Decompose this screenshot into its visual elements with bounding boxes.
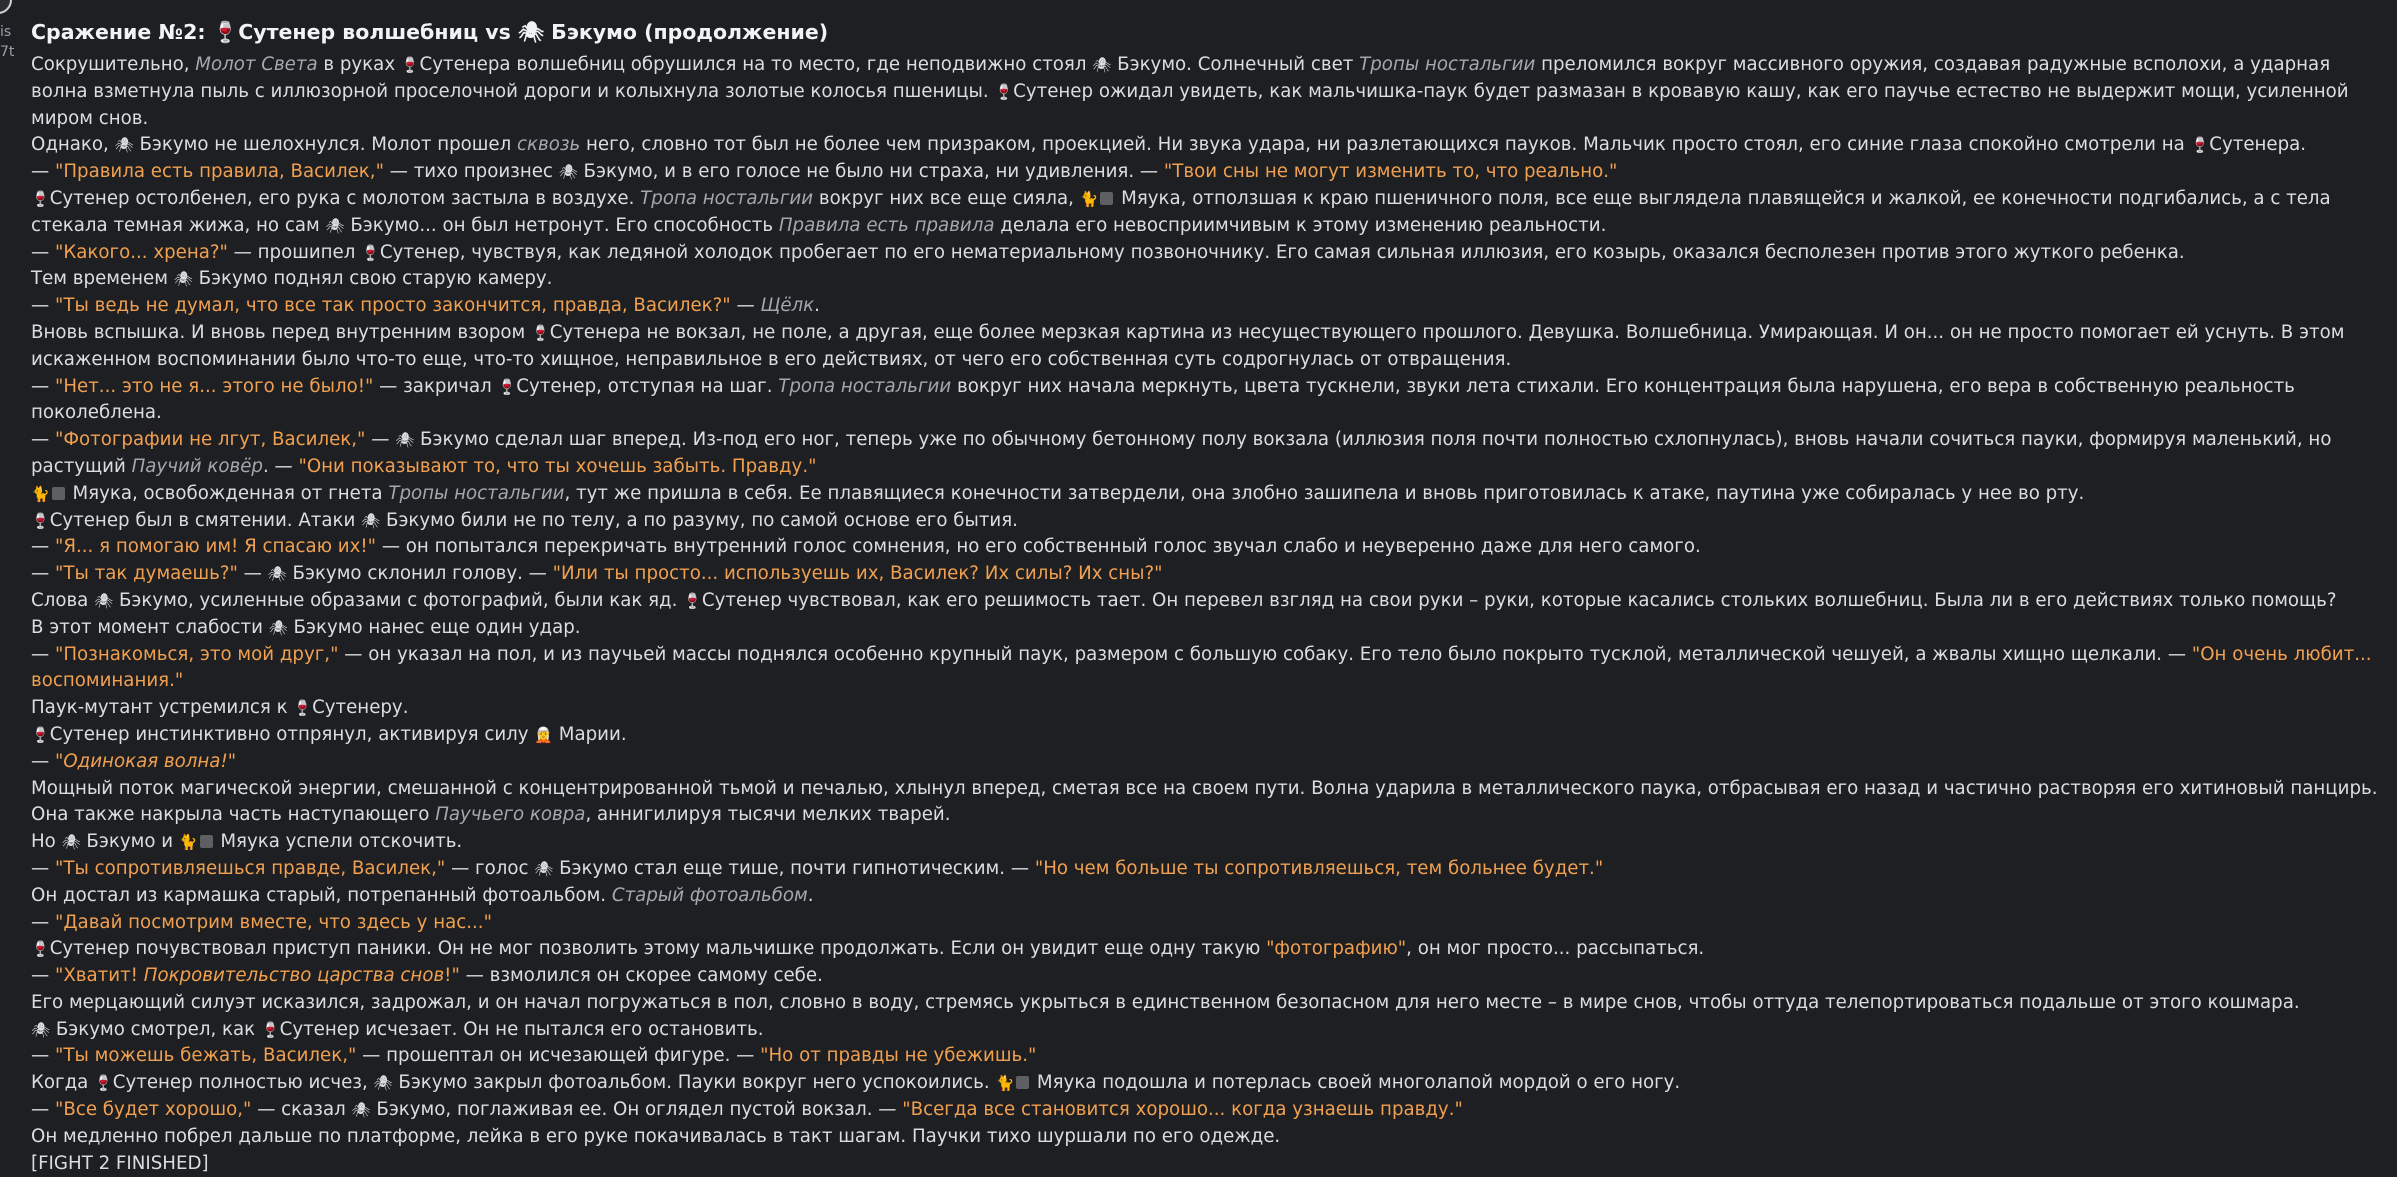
text-run: —	[365, 429, 396, 451]
square-icon	[1100, 192, 1113, 205]
text-run: .	[807, 884, 814, 906]
ability-name: Молот Света	[195, 54, 318, 75]
quote-text: "Или ты просто... используешь их, Василек? Их силы? Их сны?"	[552, 563, 1163, 585]
emoji-icon: 🕷	[351, 1101, 371, 1120]
text-run: —	[31, 965, 55, 987]
quote-text: "Все будет хорошо,"	[54, 1099, 252, 1121]
message-paragraph	[31, 615, 2381, 642]
emoji-icon: 🍷	[94, 1074, 113, 1093]
cut-off-text: 7t	[0, 44, 15, 60]
text-run: в руках	[317, 54, 401, 75]
text-run: —	[31, 911, 55, 933]
text-run: Сутенер, отступая на шаг.	[516, 375, 779, 397]
quote-text: "Ты можешь бежать, Василек,"	[54, 1045, 357, 1067]
message-paragraph	[31, 159, 2381, 186]
text-run: —	[31, 161, 55, 183]
text-run: —	[730, 295, 761, 317]
ability-name: Паучьего ковра	[435, 804, 586, 826]
text-run: , тут же пришла в себя. Ее плавящиеся конечности затвердели, она злобно зашипела и вновь приготовилась к атаке, паутина уже собиралась у нее во рту.	[564, 482, 2085, 504]
text-run: Бэкумо стал еще тише, почти гипнотическим. —	[553, 857, 1035, 879]
text-run: — прошипел	[227, 241, 362, 263]
text-run: вокруг них все еще сияла,	[813, 187, 1080, 209]
text-run: Бэкумо, поглаживая ее. Он оглядел пустой вокзал. —	[370, 1099, 903, 1121]
text-run: Сутенер был в смятении. Атаки	[49, 509, 362, 531]
text-run: него, словно тот был не более чем призраком, проекцией. Ни звука удара, ни разлетающихся пауков. Мальчик просто стоял, его синие глаза спокойно смотрели на	[580, 134, 2191, 156]
message-paragraph	[31, 856, 2381, 883]
emoji-icon: 🍷	[31, 940, 50, 959]
emoji-icon: 🕷	[267, 565, 287, 584]
text-run: [FIGHT 2 FINISHED]	[31, 1152, 209, 1174]
emoji-icon: 🕷	[94, 591, 114, 610]
message-paragraph	[31, 266, 2381, 293]
ability-name: сквозь	[517, 134, 581, 156]
text-run: Мяука, отползшая к краю пшеничного поля, все еще выглядела плавящейся и жалкой, ее конечности подгибались, а с тела стекала темная жижа, но сам	[31, 187, 2331, 236]
message-paragraph	[31, 186, 2381, 240]
emoji-icon: 🕷	[31, 1020, 51, 1039]
message-paragraph	[31, 481, 2381, 508]
message-paragraph	[31, 776, 2381, 830]
text-run: — прошептал он исчезающей фигуре. —	[356, 1045, 761, 1067]
message-paragraph	[31, 320, 2381, 374]
text-run: Бэкумо. Солнечный свет	[1111, 54, 1360, 75]
left-edge-fragment	[0, 0, 15, 110]
cut-off-text: is	[0, 24, 12, 40]
text-run: Мощный поток магической энергии, смешанной с концентрированной тьмой и печалью, хлынул вперед, сметая все на своем пути. Волна ударила в металлического паука, отбрасывая его назад и частично растворяя его хитиновый панцирь. Она также накрыла часть наступающего	[31, 777, 2378, 826]
quote-text: "Хватит!	[54, 965, 144, 987]
text-run: Бэкумо закрыл фотоальбом. Пауки вокруг него успокоились.	[392, 1072, 996, 1094]
text-run: , аннигилируя тысячи мелких тварей.	[585, 804, 951, 826]
text-run: Марии.	[553, 723, 627, 745]
text-run: Сутенер, чувствуя, как ледяной холодок пробегает по его нематериальному позвоночнику. Его самая сильная иллюзия, его козырь, оказался бесполезен против этого жуткого ребенка.	[379, 241, 2185, 263]
message-paragraph	[31, 883, 2381, 910]
text-run: Но	[31, 831, 62, 853]
emoji-icon: 🍷	[994, 82, 1014, 101]
emoji-icon: 🍷	[31, 725, 50, 744]
text-run: —	[31, 563, 55, 585]
text-run: Сутенера.	[2209, 134, 2307, 156]
text-run: — закричал	[373, 375, 498, 397]
text-run: Мяука, освобожденная от гнета	[66, 482, 389, 504]
emoji-icon: 🍷	[260, 1020, 280, 1039]
quote-text: "Ты так думаешь?"	[54, 563, 238, 585]
message-paragraph	[31, 240, 2381, 267]
text-run: —	[31, 1045, 55, 1067]
text-run: —	[237, 563, 268, 585]
emoji-icon: 🍷	[400, 56, 420, 74]
message-paragraph	[31, 1043, 2381, 1070]
quote-text: "Твои сны не могут изменить то, что реально."	[1163, 161, 1618, 183]
text-run: Мяука подошла и потерлась своей многолапой мордой о его ногу.	[1031, 1072, 1681, 1094]
text-run: Сутенер почувствовал приступ паники. Он не мог позволить этому мальчишке продолжать. Если он увидит еще одну такую	[49, 938, 1267, 960]
text-run: Когда	[31, 1072, 95, 1094]
text-run: Сутенеру.	[312, 697, 409, 719]
quote-text: "Правила есть правила, Василек,"	[54, 161, 384, 183]
text-run: Бэкумо поднял свою старую камеру.	[192, 268, 553, 290]
text-run: —	[31, 857, 55, 879]
text-run: Сутенер чувствовал, как его решимость тает. Он перевел взгляд на свои руки – руки, которые касались стольких волшебниц. Была ли в его действиях только помощь?	[701, 589, 2337, 611]
emoji-icon: 🍷	[361, 243, 380, 262]
text-run: Слова	[31, 589, 95, 611]
message-paragraph	[31, 1070, 2381, 1097]
ability-name: Щёлк	[760, 295, 815, 317]
quote-text: "Но от правды не убежишь."	[760, 1045, 1037, 1067]
ability-name: Правила есть правила	[778, 214, 995, 236]
ability-name: Старый фотоальбом	[611, 884, 808, 906]
text-run: — голос	[445, 857, 535, 879]
quote-text: "фотографию"	[1266, 938, 1407, 960]
quote-text: "Они показывают то, что ты хочешь забыть. Правду."	[298, 455, 817, 477]
message-paragraph	[31, 1124, 2381, 1151]
text-run: —	[31, 536, 55, 558]
square-icon	[52, 487, 65, 500]
text-run: В этот момент слабости	[31, 616, 269, 638]
message-paragraph	[31, 936, 2381, 963]
text-run: Бэкумо, и в его голосе не было ни страха, ни удивления. —	[577, 161, 1164, 183]
text-run: Бэкумо сделал шаг вперед. Из-под его ног, теперь уже по обычному бетонному полу вокзала (иллюзия поля почти полностью схлопнулась), вновь начали сочиться пауки, формируя маленький, но растущий	[31, 429, 2332, 477]
text-run: . —	[262, 455, 299, 477]
quote-text: Покровительство царства снов	[143, 965, 445, 987]
text-run: — тихо произнес	[383, 161, 559, 183]
message-body	[31, 52, 2381, 1177]
message-title: Сражение №2: 🍷Сутенер волшебниц vs 🕷 Бэкумо (продолжение)	[31, 20, 829, 44]
emoji-icon: 🐈	[31, 484, 50, 503]
quote-text: "Фотографии не лгут, Василек,"	[54, 429, 366, 451]
text-run: Тем временем	[31, 268, 174, 290]
text-run: Бэкумо и	[80, 831, 179, 853]
emoji-icon: 🐈	[1079, 189, 1099, 208]
message-paragraph	[31, 132, 2381, 159]
quote-text: "Одинокая волна!"	[54, 750, 237, 772]
emoji-icon: 🕷	[268, 618, 288, 637]
message-paragraph	[31, 829, 2381, 856]
text-run: Сутенер исчезает. Он не пытался его остановить.	[279, 1018, 764, 1040]
text-run: Сутенер остолбенел, его рука с молотом застыла в воздухе.	[49, 187, 641, 209]
message-paragraph	[31, 427, 2381, 481]
text-run: Он медленно побрел дальше по платформе, лейка в его руке покачивалась в такт шагам. Паучки тихо шуршали по его одежде.	[31, 1125, 1281, 1147]
square-icon	[1016, 1076, 1029, 1089]
emoji-icon: 🍷	[2190, 136, 2210, 155]
text-run: , он мог просто... рассыпаться.	[1406, 938, 1705, 960]
ability-name: Тропа ностальгии	[640, 187, 814, 209]
text-run: Сутенер инстинктивно отпрянул, активируя силу	[49, 723, 535, 745]
text-run: —	[31, 750, 55, 772]
text-run: Бэкумо били не по телу, а по разуму, по самой основе его бытия.	[380, 509, 1018, 531]
emoji-icon: 🕷	[361, 511, 381, 530]
quote-text: "Всегда все становится хорошо... когда узнаешь правду."	[902, 1099, 1463, 1121]
text-run: — сказал	[251, 1099, 352, 1121]
text-run: Его мерцающий силуэт исказился, задрожал, и он начал погружаться в пол, словно в воду, стремясь укрыться в единственном безопасном для него месте – в мире снов, чтобы оттуда телепортироваться подальше от этого кошмара.	[31, 991, 2300, 1013]
text-run: .	[814, 295, 820, 317]
message-paragraph	[31, 963, 2381, 990]
emoji-icon: 🕷	[325, 216, 345, 235]
message-paragraph	[31, 695, 2381, 722]
text-run: —	[31, 643, 55, 665]
text-run: Сутенер ожидал увидеть, как мальчишка-паук будет размазан в кровавую кашу, как его паучье естество не выдержит мощи, усиленной миром снов.	[31, 80, 2349, 129]
text-run: Бэкумо не шелохнулся. Молот прошел	[133, 134, 518, 156]
quote-text: "Ты сопротивляешься правде, Василек,"	[54, 857, 446, 879]
emoji-icon: 🧝	[534, 725, 554, 744]
emoji-icon: 🍷	[31, 511, 50, 530]
message-paragraph	[31, 1097, 2381, 1124]
ability-name: Тропы ностальгии	[1359, 54, 1536, 75]
text-run: делала его невосприимчивым к этому изменению реальности.	[994, 214, 1607, 236]
text-run: Он достал из кармашка старый, потрепанный фотоальбом.	[31, 884, 612, 906]
text-run: вокруг них начала меркнуть, цвета тускнели, звуки лета стихали. Его концентрация была нарушена, его вера в собственную реальность поколеблена.	[31, 375, 2295, 424]
text-run: преломился вокруг массивного оружия, создавая радужные всполохи, а ударная волна взметнула пыль с иллюзорной проселочной дороги и колыхнула золотые колосья пшеницы.	[31, 54, 2331, 102]
text-run: Однако,	[31, 134, 115, 156]
message-paragraph	[31, 293, 2381, 320]
quote-text: "Какого... хрена?"	[54, 241, 228, 263]
text-run: Сутенера волшебниц обрушился на то место, где неподвижно стоял	[419, 54, 1093, 75]
quote-text: "Он очень любит... воспоминания."	[31, 643, 2372, 692]
emoji-icon: 🍷	[293, 699, 313, 718]
emoji-icon: 🍷	[531, 323, 550, 342]
emoji-icon: 🍷	[683, 591, 702, 610]
emoji-icon: 🕷	[395, 431, 415, 450]
message-paragraph	[31, 910, 2381, 937]
text-run: —	[31, 295, 55, 317]
message-paragraph	[31, 1017, 2381, 1044]
message-paragraph	[31, 561, 2381, 588]
quote-text: "Ты ведь не думал, что все так просто закончится, правда, Василек?"	[54, 295, 731, 317]
text-run: Бэкумо... он был нетронут. Его способность	[344, 214, 779, 236]
text-run: — он указал на пол, и из паучьей массы поднялся особенно крупный паук, размером с большую собаку. Его тело было покрыто тусклой, металлической чешуей, а жвалы хищно щелкали. —	[338, 643, 2192, 665]
text-run: —	[31, 375, 55, 397]
emoji-icon: 🍷	[31, 189, 50, 208]
chat-message	[31, 16, 2381, 1177]
text-run: Бэкумо смотрел, как	[50, 1018, 261, 1040]
quote-text: "Но чем больше ты сопротивляешься, тем больнее будет."	[1034, 857, 1604, 879]
emoji-icon: 🕷	[373, 1074, 393, 1093]
text-run: —	[31, 1099, 55, 1121]
message-paragraph	[31, 534, 2381, 561]
quote-text: "Нет... это не я... этого не было!"	[54, 375, 374, 397]
message-paragraph	[31, 749, 2381, 776]
text-run: Бэкумо склонил голову. —	[286, 563, 553, 585]
emoji-icon: 🐈	[995, 1074, 1015, 1093]
text-run: Бэкумо, усиленные образами с фотографий, были как яд.	[113, 589, 684, 611]
ability-name: Тропа ностальгии	[778, 375, 952, 397]
ability-name: Тропы ностальгии	[388, 482, 565, 504]
emoji-icon: 🕷	[1092, 56, 1112, 74]
text-run: Паук-мутант устремился к	[31, 697, 294, 719]
text-run: —	[31, 429, 55, 451]
quote-text: "Я... я помогаю им! Я спасаю их!"	[54, 536, 377, 558]
emoji-icon: 🕷	[61, 833, 81, 852]
text-run: Вновь вспышка. И вновь перед внутренним взором	[31, 321, 532, 343]
square-icon	[200, 835, 213, 848]
quote-text: !"	[444, 965, 460, 987]
text-run: Бэкумо нанес еще один удар.	[287, 616, 581, 638]
text-run: —	[31, 241, 55, 263]
message-paragraph	[31, 1151, 2381, 1177]
message-paragraph	[31, 722, 2381, 749]
message-paragraph	[31, 990, 2381, 1017]
ability-name: Паучий ковёр	[131, 455, 263, 477]
quote-text: "Познакомься, это мой друг,"	[54, 643, 339, 665]
emoji-icon: 🕷	[173, 270, 193, 289]
emoji-icon: 🕷	[558, 163, 578, 182]
message-paragraph	[31, 508, 2381, 535]
message-paragraph	[31, 374, 2381, 428]
avatar[interactable]	[0, 0, 12, 14]
text-run: — взмолился он скорее самому себе.	[459, 965, 823, 987]
emoji-icon: 🍷	[497, 377, 517, 396]
emoji-icon: 🐈	[178, 833, 198, 852]
text-run: Сутенер полностью исчез,	[112, 1072, 374, 1094]
message-paragraph	[31, 642, 2381, 696]
text-run: Сокрушительно,	[31, 54, 196, 75]
text-run: — он попытался перекричать внутренний голос сомнения, но его собственный голос звучал слабо и неуверенно даже для него самого.	[376, 536, 1701, 558]
message-paragraph	[31, 52, 2381, 132]
quote-text: "Давай посмотрим вместе, что здесь у нас..."	[54, 911, 492, 933]
emoji-icon: 🕷	[534, 859, 554, 878]
emoji-icon: 🕷	[114, 136, 134, 155]
text-run: Мяука успели отскочить.	[214, 831, 463, 853]
text-run: Сутенера не вокзал, не поле, а другая, еще более мерзкая картина из несуществующего прошлого. Девушка. Волшебница. Умирающая. И он... он не просто помогает ей уснуть. В этом искаженном воспоминании было что-то еще, что-то хищное, неправильное в его действиях, от чего его собственная суть содрогнулась от отвращения.	[31, 321, 2345, 370]
message-paragraph	[31, 588, 2381, 615]
